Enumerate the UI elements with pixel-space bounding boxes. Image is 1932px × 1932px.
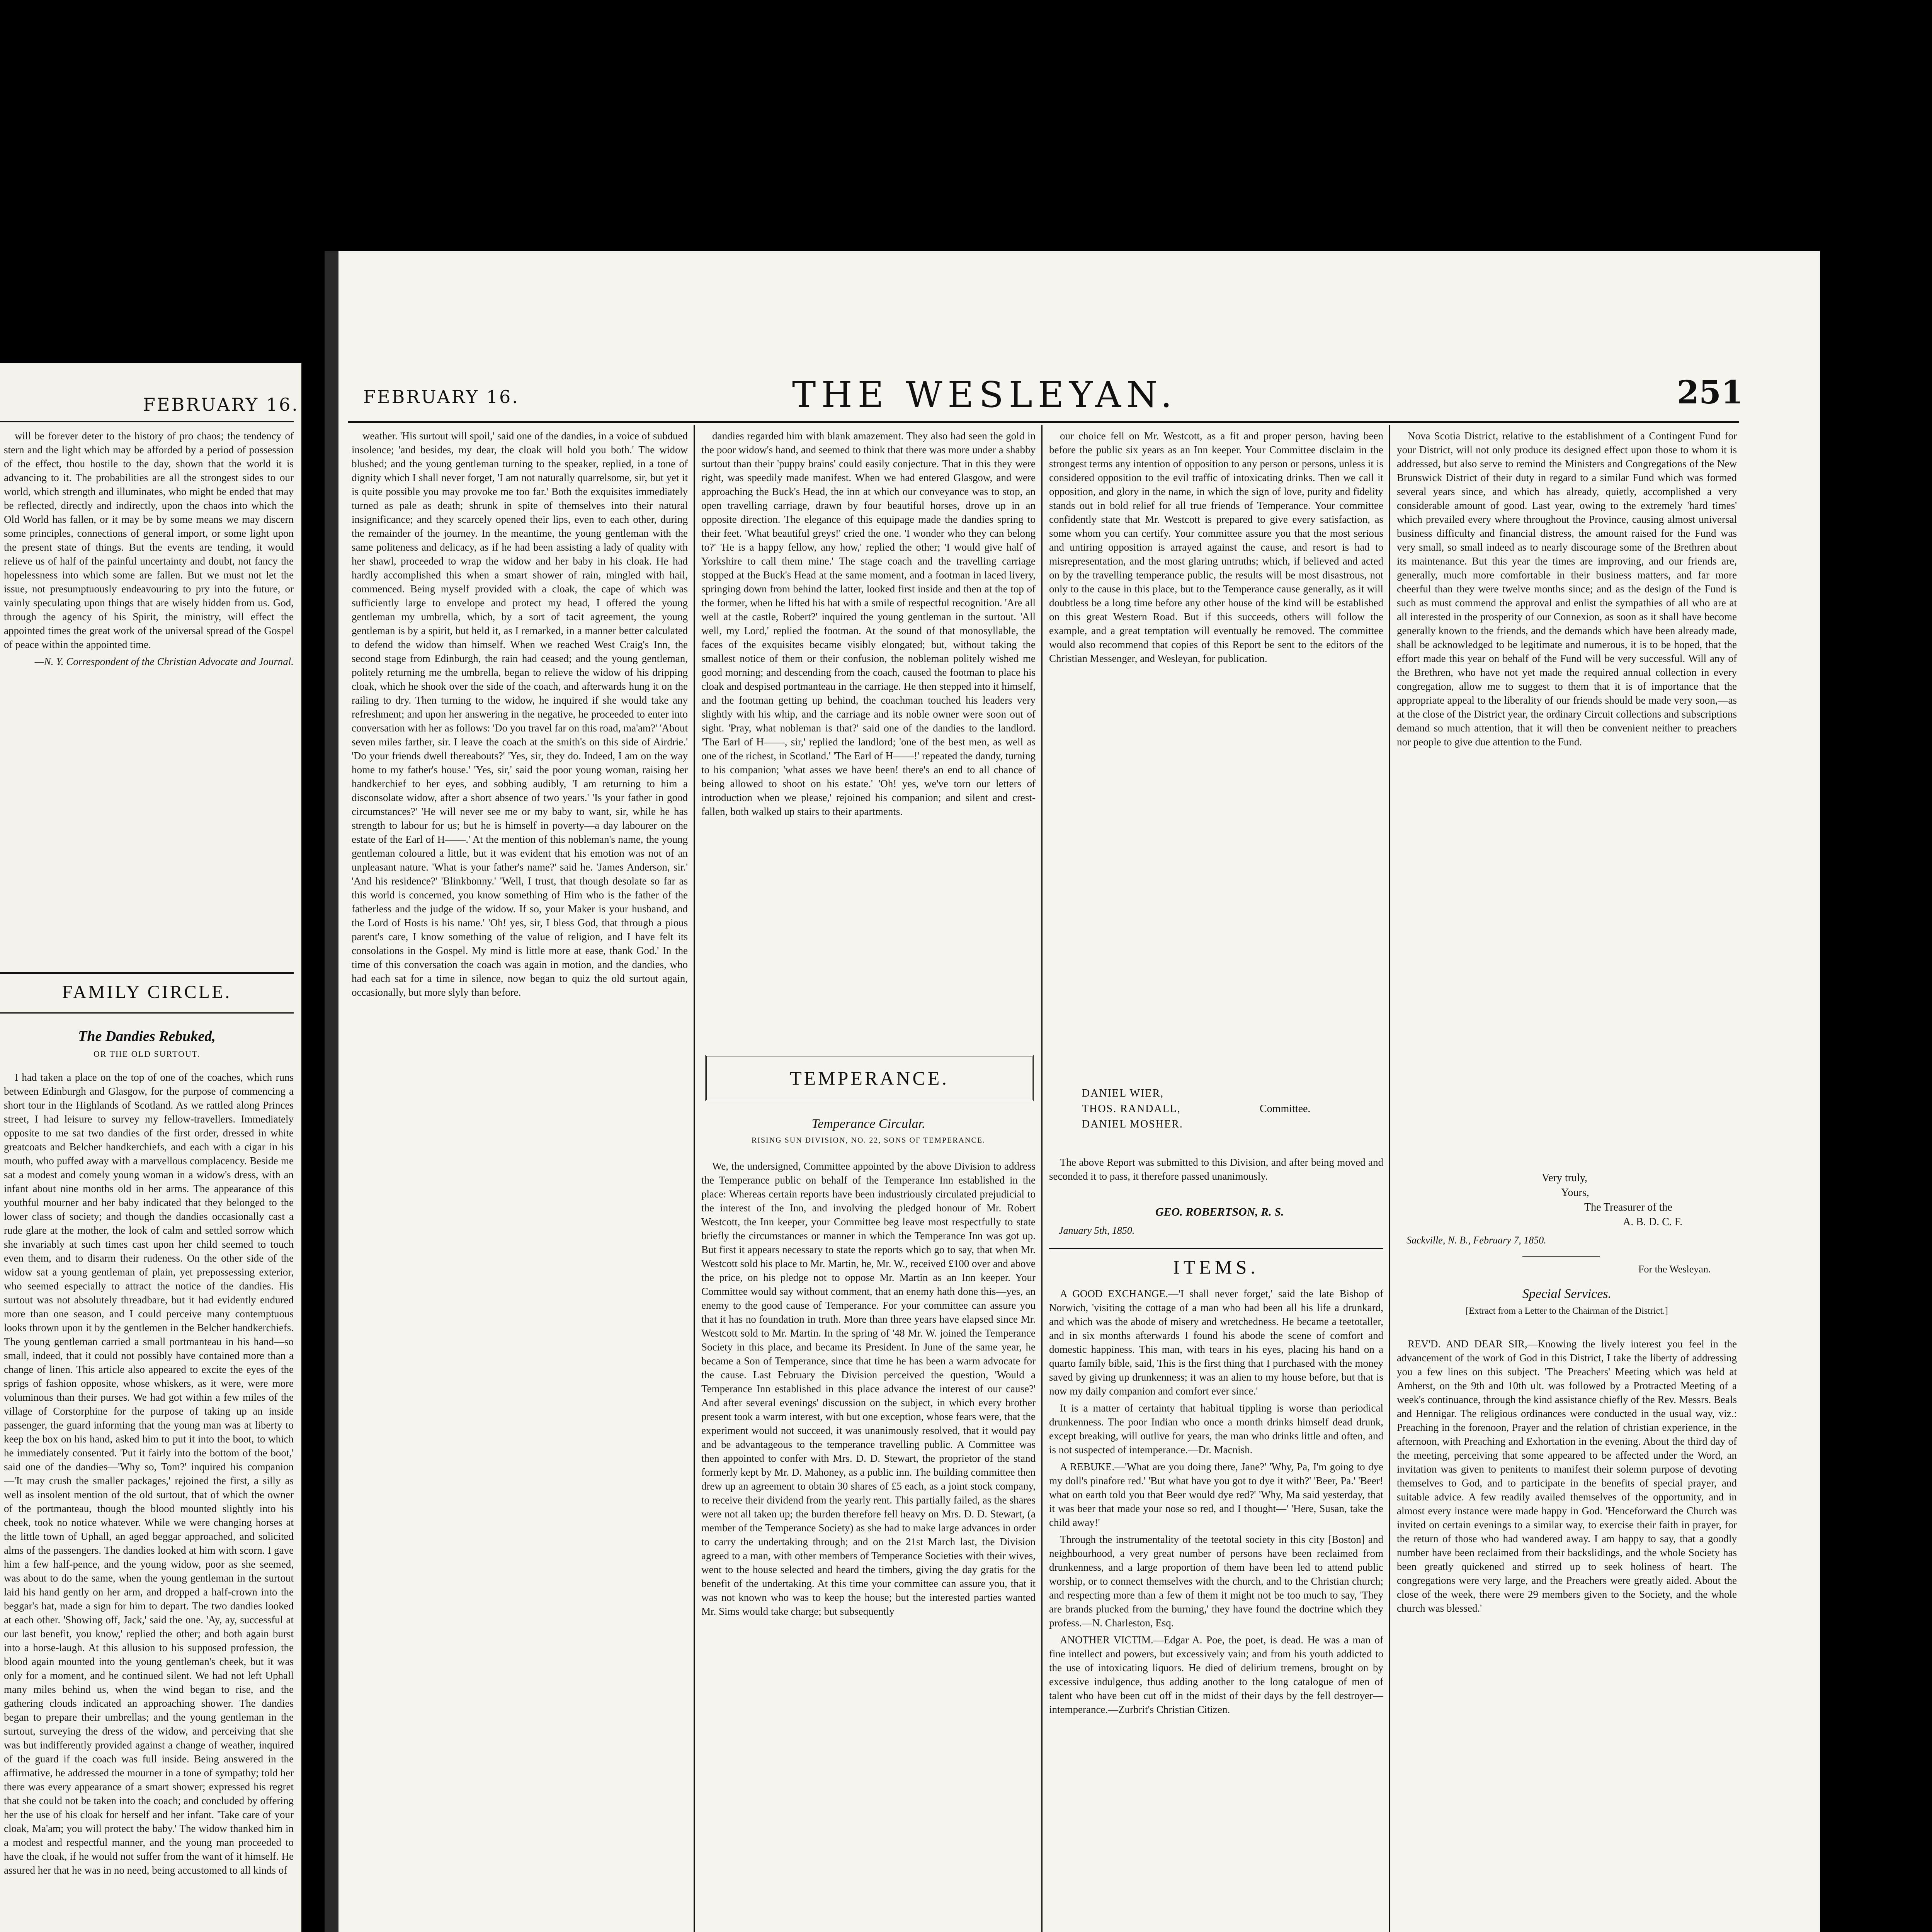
signatory-3: DANIEL MOSHER. <box>1082 1118 1183 1130</box>
sign-line: The Treasurer of the <box>1584 1201 1672 1213</box>
committee-label: Committee. <box>1260 1103 1311 1115</box>
special-services-text: REV'D. AND DEAR SIR,—Knowing the lively interest you feel in the advancement of the work of God in this District, I take the liberty of addressing you a few lines on this subject. 'The Preachers' Meeting which was held at Amherst, on the 9th and 10th ult. was followed by a Protracted Meeting of a week's continuance, through the kind assistance chiefly of the Rev. Messrs. Beals and Hennigar. The religious ordinances were conducted in the usual way, viz.: Preaching in the forenoon, Prayer and the relation of christian experience, in the afternoon, with Preaching and Exhortation in the evening. About the third day of the meeting, perceiving that some appeared to be affected under the Word, an invitation was given to penitents to manifest their solemn purpose of devoting themselves to God, and to participate in the benefits of special prayer, and suitable advice. A few readily availed themselves of the opportunity, and in almost every instance were made happy in God. 'Henceforward the Church was invited on certain evenings to a similar way, to exercise their faith in prayer, for the return of those who had wandered away. I am happy to say, that a goodly number have been reclaimed from their backslidings, and the whole Society has been greatly quickened and stirred up to seek holiness of heart. The congregations were very large, and the Preachers were greatly aided. About the close of the week, there were 29 members given to the Society, and the whole church was blessed.' <box>1397 1338 1737 1614</box>
left-page <box>0 363 301 1932</box>
treasurer-signature <box>1484 1171 1716 1230</box>
temperance-heading: TEMPERANCE. <box>790 1067 949 1089</box>
column-2-temperance <box>701 1159 1036 1932</box>
item-entry: Through the instrumentality of the teetotal society in this city [Boston] and neighbourhood, a very great number of persons have been reclaimed from drunkenness, and a large proportion of them have been led to attend public worship, or to connect themselves with the church, and to the Christian church; and respecting more than a few of them it might not be too much to say, 'They are brands plucked from the burning,' they have found the doctrine which they profess.—N. Charleston, Esq. <box>1049 1534 1383 1629</box>
items-rule <box>1049 1248 1383 1249</box>
resolution <box>1049 1155 1383 1202</box>
left-lead-article <box>4 429 294 966</box>
column-1 <box>352 429 688 1932</box>
column-3-text: our choice fell on Mr. Westcott, as a fit and proper person, having been before the public six years as an Inn keeper. Your Committee disclaim in the strongest terms any intention of opposition to any person or persons, unless it is considered opposition to the evil traffic of intoxicating drinks. Then we call it opposition, and glory in the name, in which the sign of love, purity and fidelity stands out in bold relief for all true friends of Temperance. Your committee confidently state that Mr. Westcott is prepared to give every satisfaction, as some whom you can certify. Your committee assure you that the most serious and untiring opposition is arrayed against the cause, and resort is had to misrepresentation, and the most glaring untruths; which, if believed and acted on by the travelling temperance public, the results will be most disastrous, not only to the cause in this place, but to the Temperance cause generally, as it will doubtless be a long time before any other house of the kind will be established on this great Western Road. But if this succeeds, others will follow the example, and a great temptation will eventually be removed. The committee would also recommend that copies of this Report be sent to the editors of the Christian Messenger, and Wesleyan, for publication. <box>1049 430 1383 664</box>
sign-line: Very truly, <box>1542 1172 1587 1184</box>
left-section-rule-top <box>0 972 294 974</box>
secretary-signature: GEO. ROBERTSON, R. S. <box>1155 1206 1284 1218</box>
book-gutter <box>301 367 325 1932</box>
circular-date: January 5th, 1850. <box>1059 1225 1135 1236</box>
item-entry: A REBUKE.—'What are you doing there, Jane?' 'Why, Pa, I'm going to dye my doll's pinafore red.' 'But what have you got to dye it with?' 'Beer, Pa.' 'Beer! what on earth told you that Beer would dye red?' 'Why, Ma said yesterday, that it was beer that made your nose so red, and I thought—' 'Here, Susan, take the child away!' <box>1049 1461 1383 1528</box>
story-title: The Dandies Rebuked, <box>78 1028 216 1044</box>
header-rule <box>348 421 1739 423</box>
column-4-text: Nova Scotia District, relative to the establishment of a Contingent Fund for your District, will not only produce its designed effect upon those to whom it is addressed, but also serve to remind the Ministers and Congregations of the New Brunswick District of their duty in regard to a similar Fund which was formed several years since, and which has already, quietly, accomplished a very considerable amount of good. Last year, owing to the extremely 'hard times' which prevailed every where throughout the Province, causing almost universal business difficulty and financial distress, the amount raised for the Fund was very small, so small indeed as to nearly discourage some of the Brethren about its maintenance. But this year the times are improving, and our friends are, generally, much more comfortable in their business matters, and far more cheerful than they were twelve months since; and as the design of the Fund is such as must commend the approval and enlist the sympathies of all who are at all interested in the prosperity of our Connexion, as soon as it shall have become generally known to the friends, and the demands which have been already made, shall be acknowledged to be legitimate and numerous, it is to be hoped, that the effort made this year on behalf of the Fund will be very successful. Will any of the Brethren, who have not yet made the required annual collection in every congregation, allow me to suggest to them that it is of importance that the appropriate appeal to the liberality of our friends should be made very soon,—as at the close of the District year, the ordinary Circuit collections and subscriptions demand so much attention, that it will then be convenient neither to preachers nor people to give due attention to the Fund. <box>1397 430 1737 748</box>
page-number: 251 <box>1677 374 1743 411</box>
left-lead-text: will be forever deter to the history of pro chaos; the tendency of stern and the light which may be afforded by a period of possession of the effect, thou hostile to the day, shown that the world it is advancing to it. The probabilities are all the strongest sides to our world, which strength and illuminates, who might be ended that may be reflected, directly and indirectly, upon the chaos into which the Old World has fallen, or it may be by some means we may discern some principles, connections of general import, or some light upon the present state of things. But the events are tending, it would relieve us of half of the painful uncertainty and doubt, not fancy the hopelessness into which some are fallen. But we must not let the issue, not presumptuously endeavouring to pry into the future, or vainly speculating upon things that are wisely hidden from us. God, through the agency of his Spirit, the ministry, will effect the appointed times the great work of the universal spread of the Gospel of peace within the appointed time. <box>4 430 294 650</box>
column-2-top <box>701 429 1036 1043</box>
column-1-text: weather. 'His surtout will spoil,' said one of the dandies, in a voice of subdued insolence; 'and besides, my dear, the cloak will hold you both.' The widow blushed; and the young gentleman turning to the speaker, replied, in a tone of dignity which I shall never forget, 'I am not naturally quarrelsome, sir, but yet it is quite possible you may provoke me too far.' Both the exquisites immediately turned as pale as death; shrunk in spite of themselves into their natural insignificance; and they scarcely opened their lips, even to each other, during the remainder of the journey. In the meantime, the young gentleman with the same politeness and delicacy, as if he had been assisting a lady of quality with her shawl, proceeded to wrap the widow and her baby in his cloak. He had hardly accomplished this when a smart shower of rain, mingled with hail, commenced. Being myself provided with a cloak, the cape of which was sufficiently large to envelope and protect my head, I offered the young gentleman my umbrella, which, by a sort of tacit agreement, the young gentleman is by a spirit, but held it, as I remarked, in a manner better calculated to defend the widow than himself. When we reached West Craig's Inn, the second stage from Edinburgh, the rain had ceased; and the young gentleman, politely returning me the umbrella, began to relieve the widow of his dripping cloak, which he shook over the side of the coach, and afterwards hung it on the railing to dry. Then turning to the widow, he inquired if she would take any refreshment; and upon her answering in the negative, he proceeded to enter into conversation with her as follows: 'Do you travel far on this road, ma'am?' 'About seven miles farther, sir. I leave the coach at the smith's on this side of Airdrie.' 'Do your friends dwell thereabouts?' 'Yes, sir, they do. Indeed, I am on the way home to my father's house.' 'Yes, sir,' said the poor young woman, raising her handkerchief to her eyes, and sobbing audibly, 'I am returning to him a disconsolate widow, after a short absence of two years.' 'Is your father in good circumstances?' 'He will never see me or my baby to want, sir, while he has strength to labour for us; but he is himself in poverty—a day labourer on the estate of the Earl of H——.' At the mention of this nobleman's name, the young gentleman coloured a little, but it was evident that his emotion was not of an unpleasant nature. 'What is your father's name?' said he. 'James Anderson, sir.' 'And his residence?' 'Blinkbonny.' 'Well, I trust, that though desolate so far as this world is concerned, you know something of Him who is the father of the fatherless and the judge of the widow. If so, your Maker is your husband, and the Lord of Hosts is his name.' 'Oh! yes, sir, I bless God, that through a pious parent's care, I know something of the value of religion, and I have felt its consolations in the Gospel. My mind is little more at ease, thank God.' In the time of this conversation the coach was again in motion, and the dandies, who had each sat for a time in silence, now began to quiz the old surtout again, occasionally, but more slyly than before. <box>352 430 688 998</box>
masthead: THE WESLEYAN. <box>792 374 1177 415</box>
temperance-heading-box <box>705 1055 1034 1101</box>
resolution-text: The above Report was submitted to this Division, and after being moved and seconded it to pass, it therefore passed unanimously. <box>1049 1156 1383 1182</box>
special-services-text-column <box>1397 1337 1737 1932</box>
column-4-top <box>1397 429 1737 1163</box>
col4-divider <box>1522 1256 1600 1257</box>
signatories-block <box>1082 1086 1352 1151</box>
left-section-rule-bottom <box>0 1012 294 1014</box>
column-rule-1 <box>694 425 695 1932</box>
left-running-head: FEBRUARY 16. <box>143 394 299 415</box>
column-2-text: dandies regarded him with blank amazement. They also had seen the gold in the poor widow's hand, and seemed to think that there was more under a shabby surtout than their 'puppy brains' could easily conjecture. That in this they were right, was speedily made manifest. When we had entered Glasgow, and were approaching the Buck's Head, the inn at which our conveyance was to stop, an open travelling carriage, drawn by four beautiful horses, drove up in an opposite direction. The elegance of this equipage made the dandies spring to their feet. 'What beautiful greys!' cried the one. 'I wonder who they can belong to?' 'He is a happy fellow, any how,' replied the other; 'I would give half of Yorkshire to call them mine.' The stage coach and the travelling carriage stopped at the Buck's Head at the same moment, and a footman in laced livery, springing down from behind the latter, looked first inside and then at the top of the former, when he lifted his hat with a smile of respectful recognition. 'Are all well at the castle, Robert?' inquired the young gentleman in the surtout. 'All well, my Lord,' replied the footman. At the sound of that monosyllable, the faces of the exquisites became visibly elongated; but, without taking the smallest notice of them or their confusion, the nobleman politely wished me good morning; and descending from the coach, caused the footman to place his cloak and despised portmanteau in the carriage. He then stepped into it himself, and the footman getting up behind, the coachman touched his leaders very slightly with his whip, and the carriage and its noble owner were soon out of sight. 'Pray, what nobleman is that?' said one of the dandies to the landlord. 'The Earl of H——, sir,' replied the landlord; 'one of the best men, as well as one of the richest, in Scotland.' 'The Earl of H——!' repeated the dandy, turning to his companion; 'what asses we have been! there's an end to all chance of being allowed to shoot on his estate.' 'Oh! yes, we've torn our letters of introduction when we please,' rejoined his companion; and silent and crest-fallen, both walked up stairs to their apartments. <box>701 430 1036 817</box>
story-text-column <box>4 1070 294 1932</box>
right-page <box>325 251 1820 1932</box>
sign-line: Yours, <box>1561 1187 1589 1199</box>
temperance-circular-title: Temperance Circular. <box>811 1117 925 1131</box>
page-curl-shadow <box>325 251 338 1932</box>
items-list <box>1049 1287 1383 1932</box>
item-entry: A GOOD EXCHANGE.—'I shall never forget,' said the late Bishop of Norwich, 'visiting the cottage of a man who had been all his life a drunkard, and which was the abode of misery and wretchedness. He became a teetotaller, and in six months afterwards I found his abode the scene of comfort and domestic happiness. This man, with tears in his eyes, placing his hand on a quarto family bible, said, This is the first thing that I purchased with the money saved by giving up drunkenness; it was an alien to my house before, but that is now my daily companion and comfort ever since.' <box>1049 1288 1383 1397</box>
column-3-top <box>1049 429 1383 1082</box>
temperance-division-line: RISING SUN DIVISION, NO. 22, SONS OF TEMPERANCE. <box>751 1136 986 1145</box>
family-circle-heading: FAMILY CIRCLE. <box>62 982 232 1002</box>
signatory-2: THOS. RANDALL, <box>1082 1103 1181 1115</box>
story-text: I had taken a place on the top of one of the coaches, which runs between Edinburgh and Glasgow, for the purpose of commencing a short tour in the Highlands of Scotland. As we rattled along Princes street, I had leisure to survey my fellow-travellers. Immediately opposite to me sat two dandies of the first order, dressed in white greatcoats and Belcher handkerchiefs, and each with a cigar in his mouth, who puffed away with a marvellous complacency. Beside me sat a modest and comely young woman in a widow's dress, with an infant about nine months old in her arms. The appearance of this youthful mourner and her baby indicated that they belonged to the lower class of society; and though the dandies occasionally cast a rude glare at the mother, the look of calm and settled sorrow which she invariably at such times cast upon her child seemed to touch even them, and to disarm their rudeness. On the other side of the widow sat a young gentleman of plain, yet prepossessing exterior, who seemed especially to attract the notice of the dandies. His surtout was not absolutely threadbare, but it had evidently endured more than one season, and I could perceive many contemptuous looks thrown upon it by the gentlemen in the Belcher handkerchiefs. The young gentleman carried a small portmanteau in his hand—so small, indeed, that it could not possibly have contained more than a change of linen. This article also appeared to excite the eyes of the sprigs of fashion opposite, whose whiskers, as it were, were more voluminous than their purses. We had got within a few miles of the village of Corstorphine for the purpose of taking up an inside passenger, the guard informing that the young man was at liberty to keep the box on his hand, asked him to put it into the boot, to which he immediately consented. 'Put it fairly into the bottom of the boot,' said one of the dandies—'Why so, Tom?' inquired his companion—'It may crush the smaller packages,' rejoined the first, a silly as well as insolent mention of the old surtout, that of which the owner of the portmanteau, though the blood mounted slightly into his cheek, took no notice whatever. While we were changing horses at the little town of Uphall, an aged beggar approached, and solicited alms of the passengers. The dandies looked at him with scorn. I gave him a few half-pence, and the young widow, poor as she seemed, was about to do the same, when the young gentleman in the surtout laid his hand gently on her arm, and dropped a half-crown into the beggar's hat, made a sign for him to depart. The two dandies looked at each other. 'Showing off, Jack,' said the one. 'Ay, ay, successful at our last benefit, you know,' replied the other; and both again burst into a horse-laugh. At this allusion to his supposed profession, the blood again mounted into the young gentleman's cheek, but it was only for a moment, and he continued silent. We had not left Uphall many miles behind us, when the wind began to rise, and the gathering clouds indicated an approaching shower. The dandies began to prepare their umbrellas; and the young gentleman in the surtout, surveying the dress of the widow, and perceiving that she was but indifferently provided against a change of weather, inquired of the guard if the coach was full inside. Being answered in the affirmative, he addressed the mourner in a tone of sympathy; told her there was every appearance of a smart shower; expressed his regret that she could not be taken into the coach; and concluded by offering her the use of his cloak for herself and her infant. 'Take care of your cloak, Ma'am; you will protect the baby.' The widow thanked him in a modest and respectful manner, and the young man proceeded to have the cloak, if he would not suffer from the want of it himself. He assured her that he was in no need, being accustomed to all kinds of <box>4 1071 294 1876</box>
temperance-text: We, the undersigned, Committee appointed by the above Division to address the Temperance public on behalf of the Temperance Inn established in the place: Whereas certain reports have been industriously circulated prejudicial to the interest of the Inn, and involving the pledged honour of Mr. Robert Westcott, the Inn keeper, your Committee beg leave most respectfully to state briefly the circumstances or manner in which the Temperance Inn was got up. But first it appears necessary to state the reports which go to say, that when Mr. Westcott sold his place to Mr. Martin, he, Mr. W., received £100 over and above the price, on his pledge not to oppose Mr. Martin as an Inn keeper. Your Committee would say without comment, that an enemy hath done this—yes, an enemy to the good cause of Temperance. For your committee can assure you that it has no foundation in truth. More than three years have elapsed since Mr. Westcott sold to Mr. Martin. In the spring of '48 Mr. W. joined the Temperance Society in this place, and became its President. In June of the same year, he became a Son of Temperance, since that time he has been a warm advocate for the cause. Last February the Division perceived the question, 'Would a Temperance Inn established in this place advance the interest of our cause?' And after several evenings' discussion on the subject, in which every brother present took a warm interest, with but one exception, whose fears were, that the experiment would not succeed, it was unanimously resolved, that it would pay and be advantageous to the temperance travelling public. A Committee was then appointed to confer with Mrs. D. D. Stewart, the proprietor of the stand formerly kept by Mr. D. Mahoney, as a public inn. The building committee then drew up an agreement to obtain 30 shares of £5 each, as a joint stock company, to receive their dividend from the yearly rent. This partially failed, as the shares were not all taken up; the burden therefore fell heavy on Mrs. D. D. Stewart, (a member of the Temperance Society) as she had to make large advances in order to carry the undertaking through; and on the 21st March last, the Division agreed to a man, with other members of Temperance Societies with their wives, went to the house selected and heard the timbers, giving the day gratis for the benefit of the undertaking. At this time your committee can assure you, that it was not known who was to keep the house; but the interested parties wanted Mr. Sims would take charge; but subsequently <box>701 1160 1036 1617</box>
item-entry: It is a matter of certainty that habitual tippling is worse than periodical drunkenness. The poor Indian who once a month drinks himself dead drunk, except breaking, will outlive for years, the man who drinks little and often, and is not suspected of intemperance.—Dr. Macnish. <box>1049 1402 1383 1456</box>
signatory-1: DANIEL WIER, <box>1082 1087 1164 1099</box>
left-lead-credit: —N. Y. Correspondent of the Christian Advocate and Journal. <box>34 656 294 667</box>
special-services-subtitle: [Extract from a Letter to the Chairman of the District.] <box>1466 1306 1668 1316</box>
items-heading: ITEMS. <box>1173 1256 1259 1278</box>
item-entry: ANOTHER VICTIM.—Edgar A. Poe, the poet, is dead. He was a man of fine intellect and powers, but excessively vain; and from his youth addicted to the use of intoxicating liquors. He died of delirium tremens, brought on by excessive indulgence, thus adding another to the long catalogue of men of talent who have been cut off in the midst of their days by the fell destroyer—intemperance.—Zurbrit's Christian Citizen. <box>1049 1634 1383 1715</box>
left-head-rule <box>0 421 294 422</box>
column-rule-3 <box>1389 425 1390 1932</box>
column-rule-2 <box>1041 425 1043 1932</box>
sign-line: A. B. D. C. F. <box>1623 1216 1683 1228</box>
for-the-wesleyan: For the Wesleyan. <box>1638 1264 1711 1275</box>
special-services-title: Special Services. <box>1522 1287 1612 1301</box>
treasurer-dateline: Sackville, N. B., February 7, 1850. <box>1406 1235 1546 1246</box>
story-subtitle: OR THE OLD SURTOUT. <box>93 1049 201 1059</box>
right-running-date: FEBRUARY 16. <box>363 386 519 407</box>
